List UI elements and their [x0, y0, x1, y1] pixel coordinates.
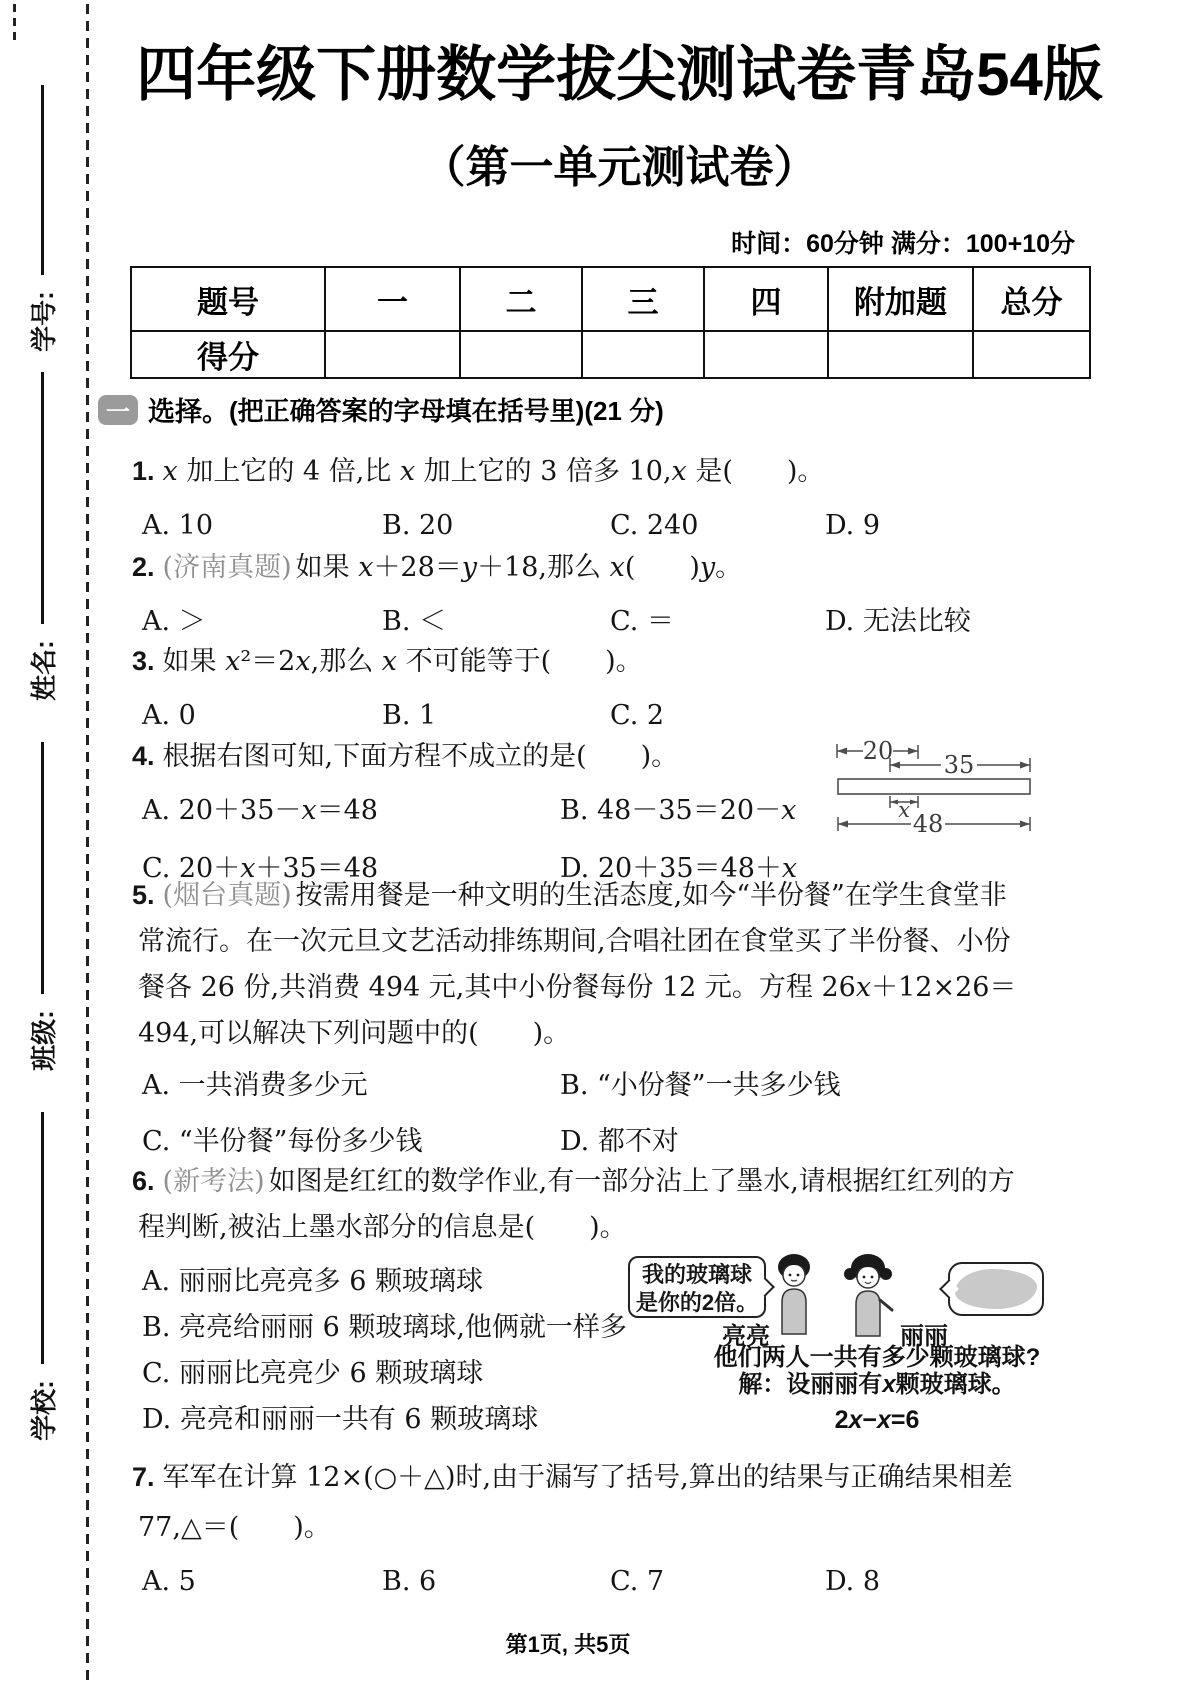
col-total: 总分: [973, 267, 1090, 331]
question-3: [130, 638, 1090, 743]
option-c: C. 7: [610, 1566, 665, 1597]
stem-text: 餐各 26 份,共消费 494 元,其中小份餐每份 12 元。方程 26x＋12×26＝: [138, 972, 1017, 1003]
ink-blot-bubble: [948, 1262, 1044, 1316]
bubble-text-line2: 是你的2倍。: [635, 1290, 759, 1315]
score-cell-empty: [973, 331, 1090, 378]
stem-text: 如果 x²＝2x,那么 x 不可能等于( )。: [162, 646, 643, 677]
section-one-badge: 一: [98, 395, 138, 425]
sidebar-field-student-id: [16, 85, 68, 367]
score-cell-empty: [704, 331, 828, 378]
write-line: [41, 1112, 44, 1364]
bubble-text-line1: 我的玻璃球: [641, 1262, 752, 1287]
ink-blot: [955, 1269, 1037, 1309]
score-table: [130, 266, 1091, 379]
sidebar-field-name: [16, 372, 68, 716]
question-number: 3.: [132, 646, 155, 676]
school-label: 学校:: [28, 1379, 59, 1441]
stem-text: x 加上它的 4 倍,比 x 加上它的 3 倍多 10,x 是( )。: [162, 456, 825, 487]
option-b: B. 亮亮给丽丽 6 颗玻璃球,他俩就一样多: [142, 1312, 627, 1343]
col-part-3: 三: [582, 267, 704, 331]
option-d: D. 8: [825, 1566, 881, 1597]
option-b: B. 6: [382, 1566, 437, 1597]
option-c: C. “半份餐”每份多少钱: [142, 1126, 423, 1157]
option-d: D. 无法比较: [825, 606, 971, 637]
score-row-label: 得分: [131, 331, 325, 378]
student-id-label: 学号:: [28, 290, 59, 352]
score-cell-empty: [828, 331, 973, 378]
question-5: [130, 872, 1090, 1169]
section-one-note: (把正确答案的字母填在括号里)(21 分): [229, 396, 664, 426]
score-table-score-row: [131, 331, 1090, 378]
score-cell-empty: [325, 331, 460, 378]
diagram-label-35: 35: [943, 751, 975, 779]
option-a: A. 一共消费多少元: [142, 1070, 368, 1101]
stem-text: 按需用餐是一种文明的生活态度,如今“半份餐”在学生食堂非: [295, 880, 1007, 911]
option-b: B. 20: [382, 510, 454, 541]
option-d: D. 9: [825, 510, 881, 541]
option-d: D. 20＋35＝48＋x: [560, 853, 798, 884]
option-a: A. 10: [142, 510, 214, 541]
col-question-no: 题号: [131, 267, 325, 331]
question-stem: [130, 872, 1090, 919]
option-a: A. ＞: [142, 606, 206, 637]
option-a: A. 5: [142, 1566, 196, 1597]
illustration-captions: [677, 1344, 1077, 1434]
question-1: [130, 448, 1090, 553]
write-line: [41, 85, 44, 275]
page-footer: 第1页, 共5页: [505, 1632, 631, 1657]
stem-text: 军军在计算 12×(○＋△)时,由于漏写了括号,算出的结果与正确结果相差: [162, 1462, 1013, 1493]
col-part-4: 四: [704, 267, 828, 331]
boy-speech-bubble: [628, 1256, 766, 1318]
exam-meta: 时间：60分钟 满分：100+10分: [731, 230, 1075, 258]
score-cell-empty: [582, 331, 704, 378]
col-bonus: 附加题: [828, 267, 973, 331]
name-label: 姓名:: [28, 639, 59, 701]
option-b: B. “小份餐”一共多少钱: [560, 1070, 841, 1101]
option-b: B. 1: [382, 700, 437, 731]
question-number: 2.: [132, 552, 155, 582]
question-number: 5.: [132, 880, 155, 910]
stem-text: 77,△＝( )。: [138, 1512, 331, 1543]
source-tag: (烟台真题): [162, 880, 292, 911]
options-row: [130, 1559, 1090, 1609]
question-number: 6.: [132, 1166, 155, 1196]
girl-illustration: [840, 1252, 896, 1338]
source-tag: (新考法): [162, 1166, 265, 1197]
question-number: 1.: [132, 456, 155, 486]
question-stem: [130, 638, 1090, 685]
option-c: C. 2: [610, 700, 665, 731]
col-part-2: 二: [460, 267, 582, 331]
option-d: D. 都不对: [560, 1126, 679, 1157]
paper-subtitle: （第一单元测试卷）: [421, 143, 818, 192]
stem-text: 程判断,被沾上墨水部分的信息是( )。: [138, 1212, 627, 1243]
boy-illustration: [768, 1252, 820, 1336]
girl-name-label: 丽丽: [900, 1323, 948, 1350]
score-table-header-row: [131, 267, 1090, 331]
diagram-label-x: x: [898, 798, 910, 822]
illustration-question: 他们两人一共有多少颗玻璃球?: [713, 1344, 1041, 1371]
illustration-equation: 2x−x=6: [834, 1406, 920, 1434]
score-cell-empty: [460, 331, 582, 378]
option-b: B. ＜: [382, 606, 447, 637]
question-stem: [130, 448, 1090, 495]
write-line: [41, 372, 44, 624]
question-stem: [130, 1158, 1090, 1205]
stem-text: 如果 x＋28＝y＋18,那么 x( )y。: [295, 552, 743, 583]
stem-text: 常流行。在一次元旦文艺活动排练期间,合唱社团在食堂买了半份餐、小份: [138, 926, 1011, 957]
source-tag: (济南真题): [162, 552, 292, 583]
col-part-1: 一: [325, 267, 460, 331]
option-a: A. 丽丽比亮亮多 6 颗玻璃球: [142, 1266, 484, 1297]
sealed-margin-dashed-line: [86, 4, 89, 1680]
options-row: [130, 1063, 1090, 1113]
crop-mark: [13, 4, 16, 40]
section-one-title: 选择。: [148, 397, 229, 427]
section-one-heading: [98, 390, 664, 429]
diagram-label-48: 48: [912, 810, 944, 835]
stem-text: 根据右图可知,下面方程不成立的是( )。: [162, 741, 679, 772]
sidebar-field-class: [16, 742, 68, 1086]
question-number: 4.: [132, 741, 155, 771]
q4-dimension-diagram: [815, 740, 1045, 835]
option-c: C. 240: [610, 510, 699, 541]
option-b: B. 48－35＝20－x: [560, 795, 797, 826]
illustration-solution-setup: 解：设丽丽有x颗玻璃球。: [738, 1371, 1016, 1398]
question-7: [130, 1454, 1090, 1609]
option-a: A. 0: [142, 700, 196, 731]
question-stem: [130, 1454, 1090, 1501]
option-a: A. 20＋35－x＝48: [142, 795, 378, 826]
option-d: D. 亮亮和丽丽一共有 6 颗玻璃球: [142, 1404, 539, 1435]
diagram-label-20: 20: [862, 740, 894, 765]
question-number: 7.: [132, 1462, 155, 1492]
write-line: [41, 742, 44, 994]
option-c: C. 20＋x＋35＝48: [142, 853, 379, 884]
question-2: [130, 544, 1090, 649]
stem-text: 494,可以解决下列问题中的( )。: [138, 1018, 571, 1049]
class-label: 班级:: [28, 1009, 59, 1071]
option-c: C. ＝: [610, 606, 674, 637]
option-c: C. 丽丽比亮亮少 6 颗玻璃球: [142, 1358, 484, 1389]
sidebar-field-school: [16, 1112, 68, 1456]
stem-text: 如图是红红的数学作业,有一部分沾上了墨水,请根据红红列的方: [268, 1166, 1015, 1197]
question-stem: [130, 544, 1090, 591]
boy-name-label: 亮亮: [722, 1323, 770, 1350]
paper-title: 四年级下册数学拔尖测试卷青岛54版: [136, 41, 1103, 108]
